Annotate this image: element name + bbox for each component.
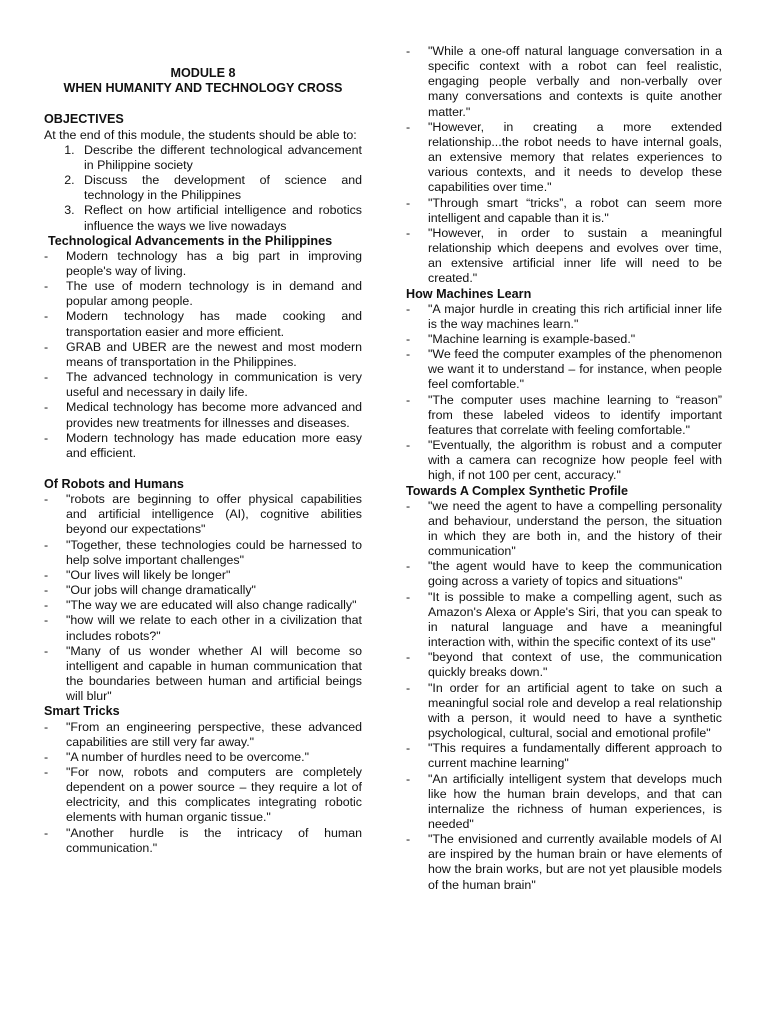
left-column [44, 44, 362, 856]
list-item: - "we need the agent to have a compelling personality and behaviour, understand the person, the situation in which they are both in, and the history of their communication" [406, 499, 722, 560]
list-item: - "From an engineering perspective, these advanced capabilities are still very far away." [44, 720, 362, 750]
list-item: - "how will we relate to each other in a civilization that includes robots?" [44, 613, 362, 643]
list-item: - "It is possible to make a compelling agent, such as Amazon's Alexa or Apple's Siri, that you can speak to in natural language and have a meaningful interaction with, within the specific context of its use" [406, 590, 722, 651]
list-item: - "However, in order to sustain a meaningful relationship which deepens and evolves over time, an extensive artificial inner life will need to be created." [406, 226, 722, 287]
list-item: - "Together, these technologies could be harnessed to help solve important challenges" [44, 538, 362, 568]
list-item: - "robots are beginning to offer physical capabilities and artificial intelligence (AI), cognitive abilities beyond our expectations" [44, 492, 362, 537]
section-heading-tech-advancements: Technological Advancements in the Philippines [48, 233, 333, 248]
list-item: - "In order for an artificial agent to take on such a meaningful social role and develop a real relationship with a person, it would need to have a synthetic psychological, cultural, social and emotional profile" [406, 681, 722, 742]
list-item: - "A major hurdle in creating this rich artificial inner life is the way machines learn." [406, 302, 722, 332]
objectives-intro: At the end of this module, the students should be able to: [44, 127, 357, 142]
list-item: - GRAB and UBER are the newest and most modern means of transportation in the Philippines. [44, 340, 362, 370]
section-heading-robots-humans: Of Robots and Humans [44, 477, 184, 491]
section-heading-smart-tricks: Smart Tricks [44, 704, 120, 719]
smart-tricks-list [44, 720, 362, 856]
list-item: - "Eventually, the algorithm is robust and a computer with a camera can recognize how people feel with high, if not 100 per cent, accuracy." [406, 438, 722, 483]
list-item: - "The computer uses machine learning to “reason” from these labeled videos to identify important features that correlate with feeling comfortable." [406, 393, 722, 438]
list-item: - The use of modern technology is in demand and popular among people. [44, 279, 362, 309]
tech-advancements-list [44, 249, 362, 461]
machines-learn-list [406, 302, 722, 484]
objective-item: 1. Describe the different technological advancement in Philippine society [78, 143, 362, 173]
module-number: MODULE 8 [170, 66, 236, 80]
list-item: - Modern technology has made education more easy and efficient. [44, 431, 362, 461]
module-title: WHEN HUMANITY AND TECHNOLOGY CROSS [63, 81, 343, 96]
smart-tricks-continued-list [406, 44, 722, 287]
list-item: - Medical technology has become more advanced and provides new treatments for illnesses and diseases. [44, 400, 362, 430]
list-item: - "Our jobs will change dramatically" [44, 583, 362, 598]
list-item: - "We feed the computer examples of the phenomenon we want it to understand – for instance, when people feel comfortable." [406, 347, 722, 392]
list-item: - "However, in creating a more extended relationship...the robot needs to have internal goals, an extensive memory that relates experiences to various contexts, and it needs to develop these capabilities over time." [406, 120, 722, 196]
list-item: - "For now, robots and computers are completely dependent on a power source – they require a lot of electricity, and this complicates integrating robotic elements with human organic tissue." [44, 765, 362, 826]
list-item: - "This requires a fundamentally different approach to current machine learning" [406, 741, 722, 771]
list-item: - "Machine learning is example-based." [406, 332, 722, 347]
synthetic-profile-list [406, 499, 722, 893]
list-item: - "A number of hurdles need to be overcome." [44, 750, 362, 765]
list-item: - "The envisioned and currently available models of AI are inspired by the human brain or have elements of how the brain works, but are not yet plausible models of the human brain" [406, 832, 722, 893]
list-item: - "The way we are educated will also change radically" [44, 598, 362, 613]
section-heading-synthetic-profile: Towards A Complex Synthetic Profile [406, 483, 629, 498]
list-item: - "Our lives will likely be longer" [44, 568, 362, 583]
list-item: - "Another hurdle is the intricacy of human communication." [44, 826, 362, 856]
right-column [406, 44, 722, 893]
section-heading-machines-learn: How Machines Learn [406, 286, 532, 301]
objectives-list [44, 143, 362, 234]
list-item: - "the agent would have to keep the communication going across a variety of topics and situations" [406, 559, 722, 589]
list-item: - The advanced technology in communication is very useful and necessary in daily life. [44, 370, 362, 400]
list-item: - "Through smart “tricks”, a robot can seem more intelligent and capable than it is." [406, 196, 722, 226]
objective-item: 3. Reflect on how artificial intelligence and robotics influence the ways we live nowadays [78, 203, 362, 233]
objective-item: 2. Discuss the development of science and technology in the Philippines [78, 173, 362, 203]
list-item: - Modern technology has a big part in improving people's way of living. [44, 249, 362, 279]
list-item: - "beyond that context of use, the communication quickly breaks down." [406, 650, 722, 680]
list-item: - Modern technology has made cooking and transportation easier and more efficient. [44, 309, 362, 339]
list-item: - "While a one-off natural language conversation in a specific context with a robot can feel realistic, engaging people verbally and non-verbally over many conversations and contexts is quite another matter." [406, 44, 722, 120]
robots-humans-list [44, 492, 362, 704]
objectives-heading: OBJECTIVES [44, 112, 124, 127]
list-item: - "An artificially intelligent system that develops much like how the human brain develops, and that can internalize the richness of human experiences, is needed" [406, 772, 722, 833]
list-item: - "Many of us wonder whether AI will become so intelligent and capable in human communication that the boundaries between human and artificial beings will blur" [44, 644, 362, 705]
